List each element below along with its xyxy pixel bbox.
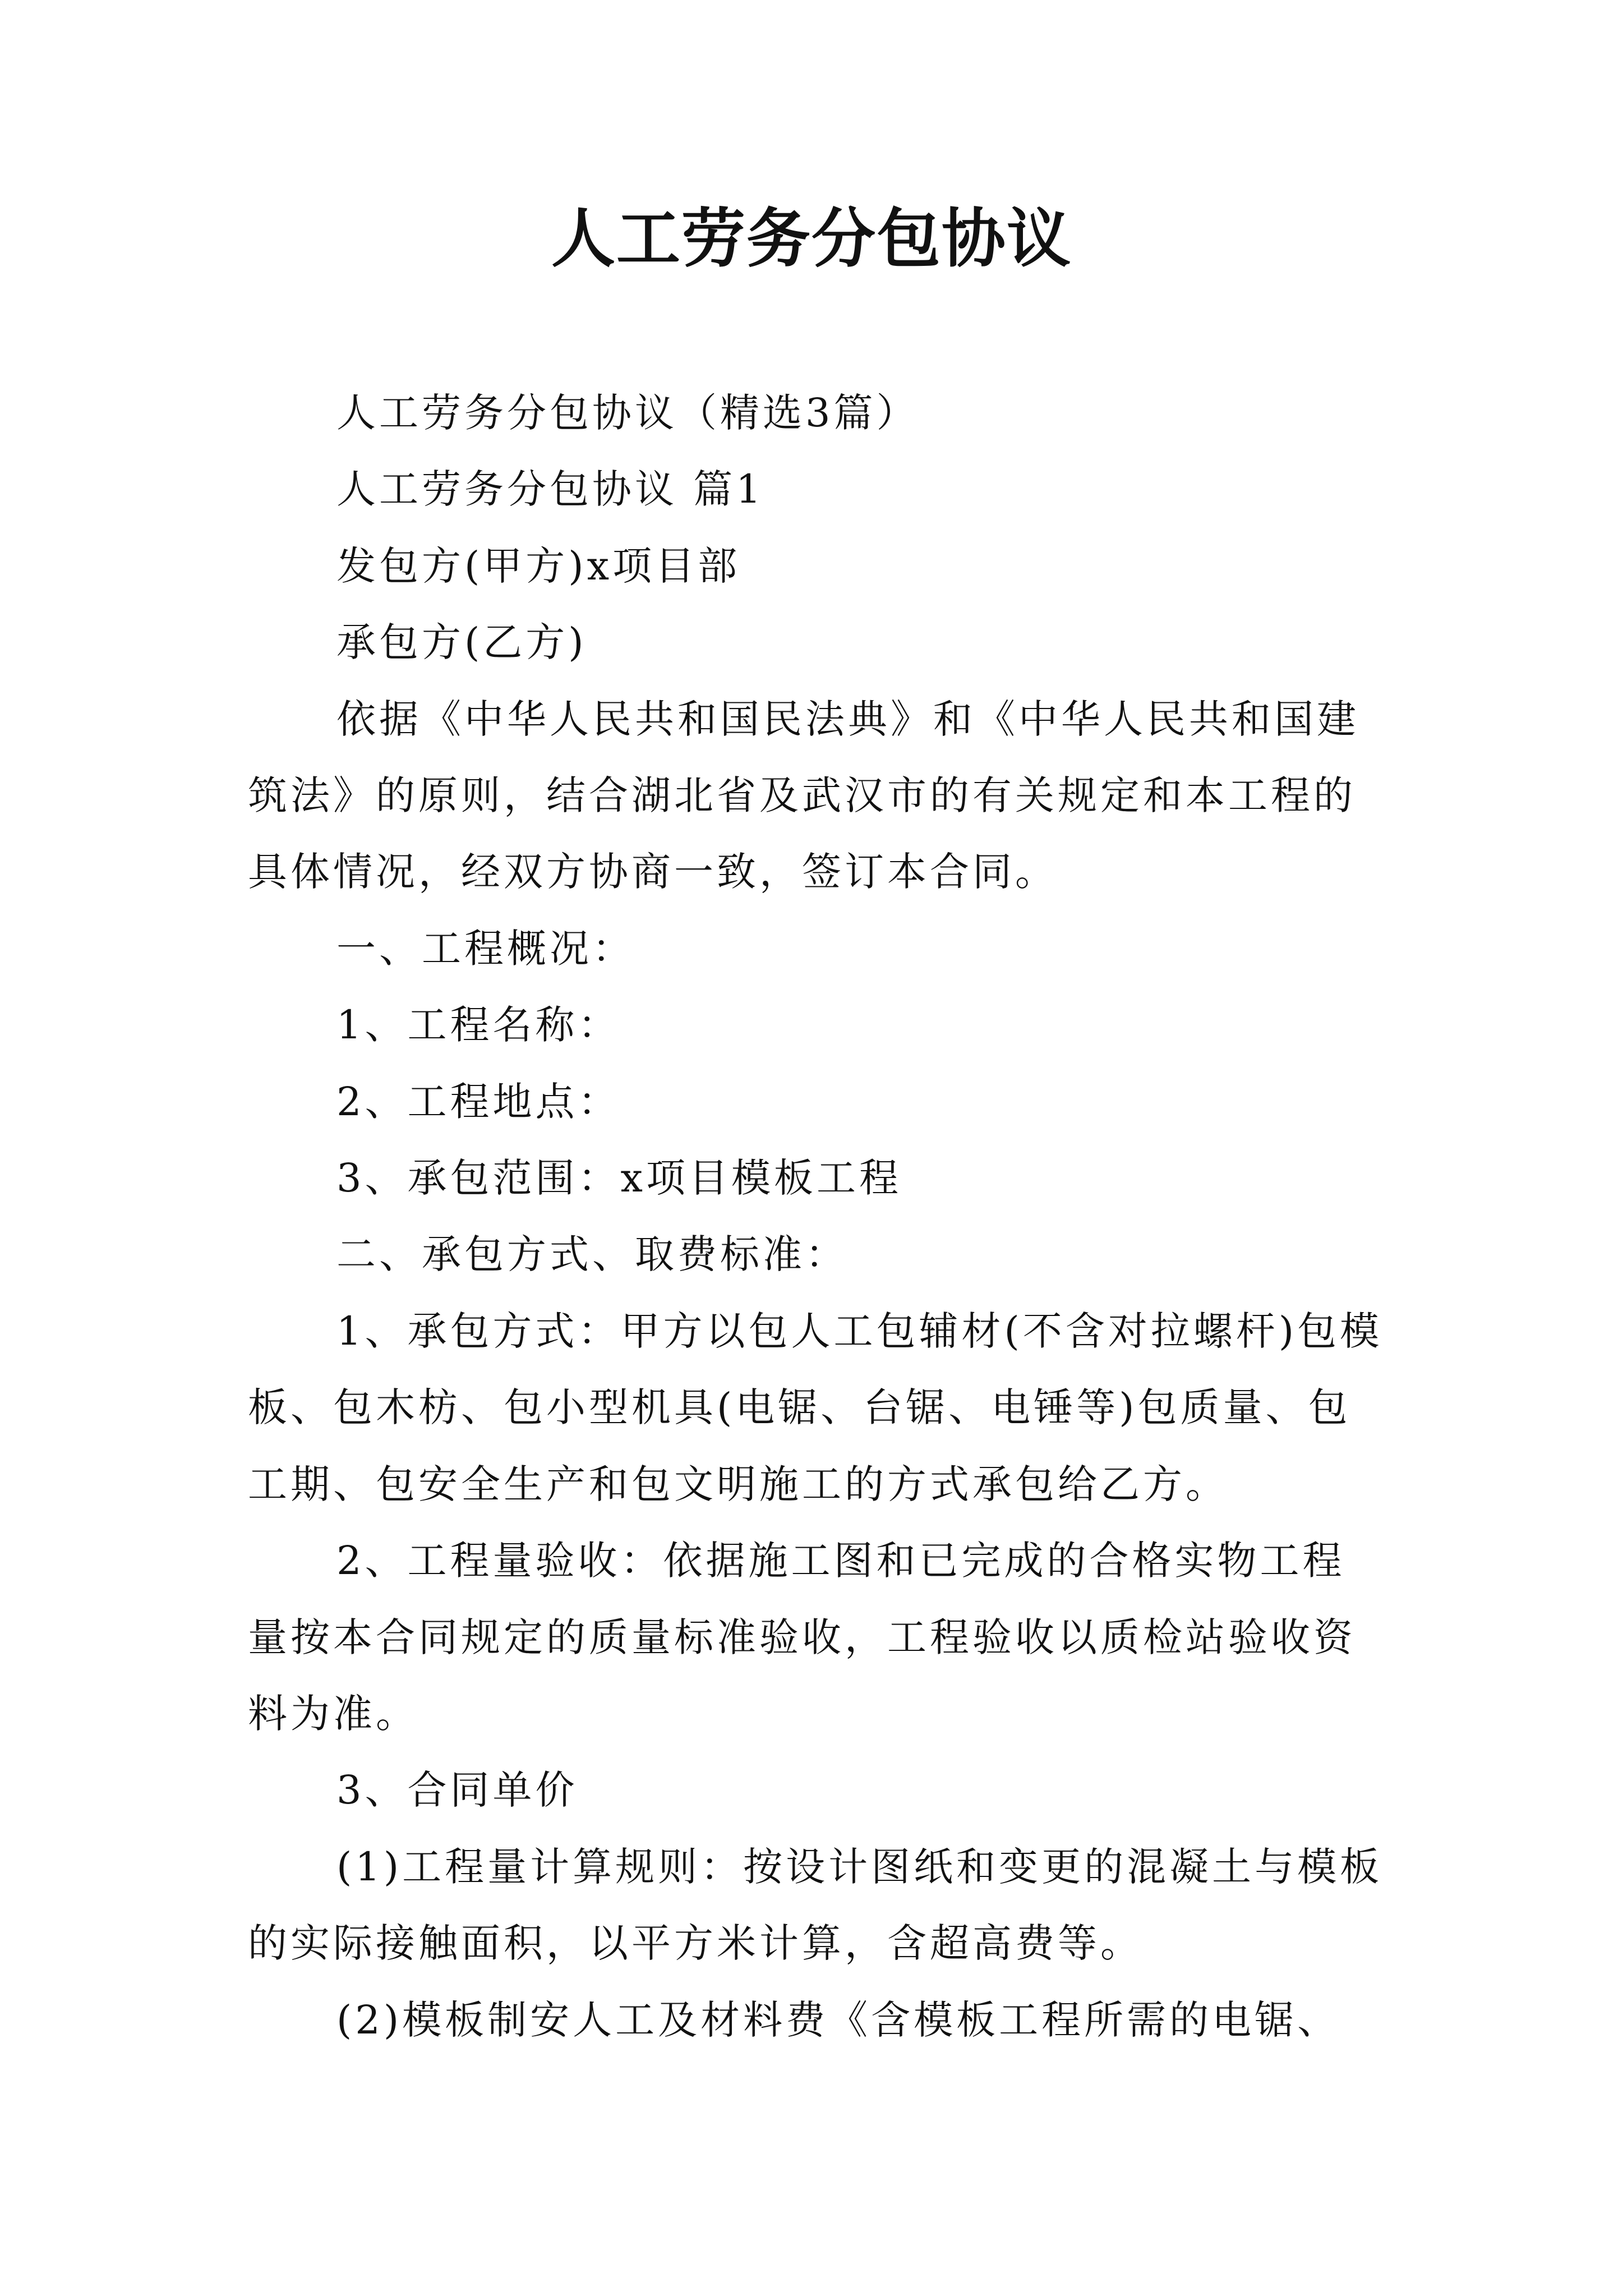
list-item-contract-method: 1、承包方式：甲方以包人工包辅材(不含对拉螺杆)包模板、包木枋、包小型机具(电锯、台锯、电锤等)包质量、包工期、包安全生产和包文明施工的方式承包给乙方。 <box>248 1308 1383 1507</box>
paragraph-party-b: 承包方(乙方) <box>336 619 587 666</box>
paragraph-party-a: 发包方(甲方)x项目部 <box>336 542 741 589</box>
list-item-formwork-cost: (2)模板制安人工及材料费《含模板工程所需的电锯、 <box>336 1996 1340 2043</box>
list-item-project-name: 1、工程名称： <box>336 1002 621 1048</box>
list-item-project-location: 2、工程地点： <box>336 1078 621 1125</box>
list-item-scope: 3、承包范围：x项目模板工程 <box>336 1155 902 1202</box>
section-heading-overview: 一、工程概况： <box>336 925 635 972</box>
list-item-acceptance: 2、工程量验收：依据施工图和已完成的合格实物工程量按本合同规定的质量标准验收，工程验收以质检站验收资料为准。 <box>248 1538 1356 1737</box>
document-title: 人工劳务分包协议 <box>551 201 1072 276</box>
section-heading-contract-method: 二、承包方式、取费标准： <box>336 1231 848 1278</box>
paragraph-subtitle: 人工劳务分包协议（精选3篇） <box>336 390 919 436</box>
list-item-unit-price: 3、合同单价 <box>336 1767 578 1814</box>
paragraph-part-heading: 人工劳务分包协议 篇1 <box>336 466 764 513</box>
list-item-calculation-rule: (1)工程量计算规则：按设计图纸和变更的混凝土与模板的实际接触面积，以平方米计算，含超高费等。 <box>248 1843 1383 1967</box>
document-body <box>248 375 1386 2058</box>
paragraph-preamble: 依据《中华人民共和国民法典》和《中华人民共和国建筑法》的原则，结合湖北省及武汉市的有关规定和本工程的具体情况，经双方协商一致，签订本合同。 <box>248 696 1359 895</box>
